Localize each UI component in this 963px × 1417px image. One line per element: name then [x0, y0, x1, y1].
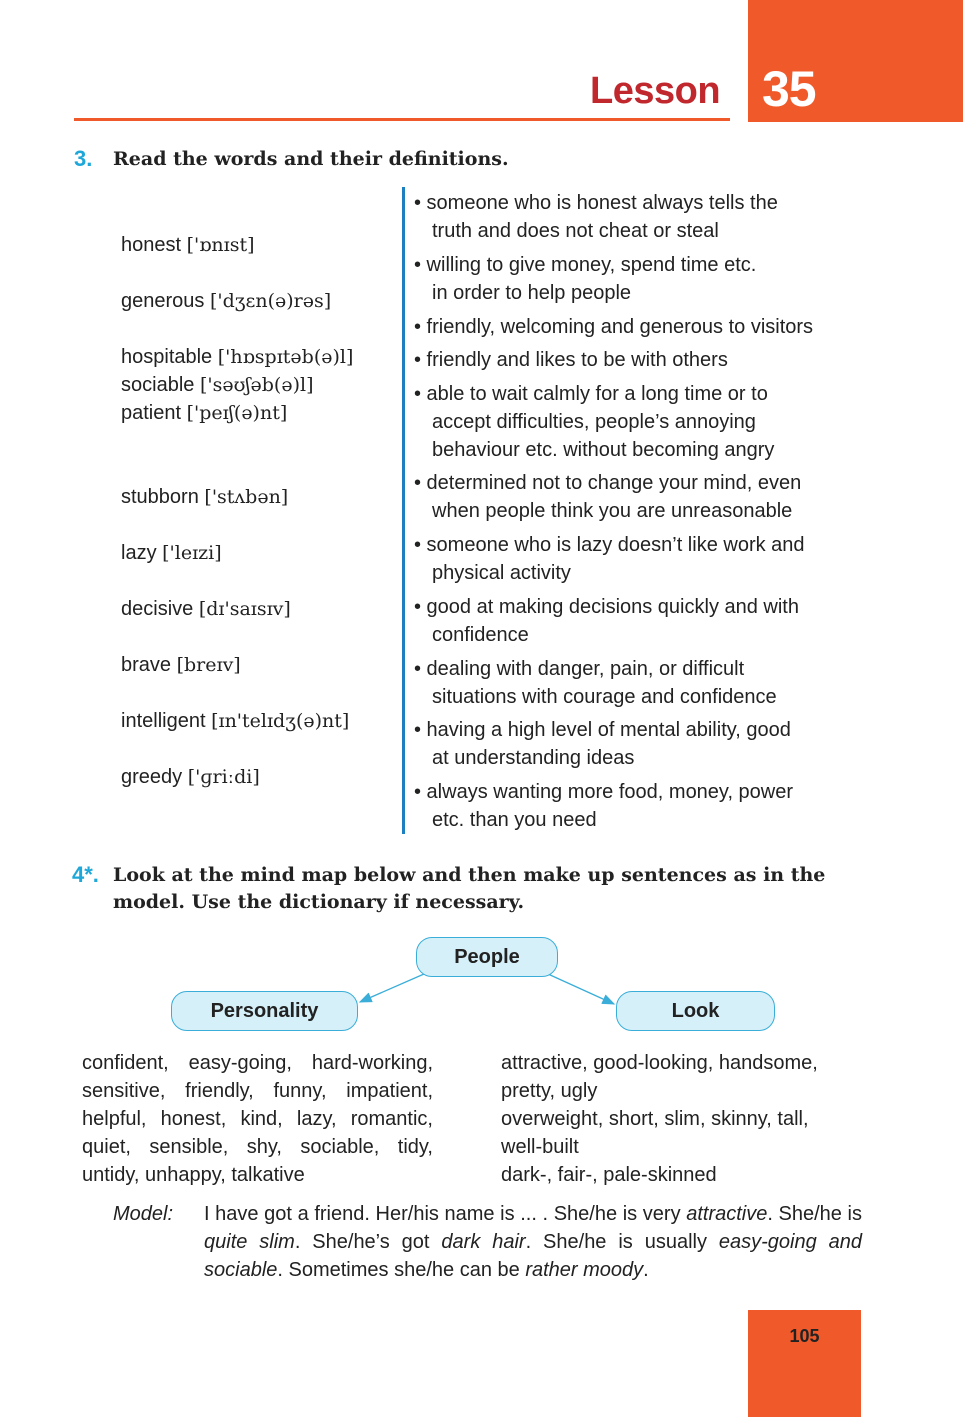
- arrow-to-personality: [360, 974, 424, 1002]
- definition: • always wanting more food, money, power etc. than you need: [414, 781, 794, 831]
- personality-words: confident, easy-going, hard-working, sensitive, friendly, funny, impatient, helpful, honest, kind, lazy, romantic, quiet, sensible, shy, sociable, tidy, untidy, unhappy, talkative: [82, 1052, 433, 1186]
- look-words: attractive, good-looking, handsome, pretty, ugly overweight, short, slim, skinny, tall, well-built dark-, fair-, pale-skinned: [501, 1052, 818, 1186]
- mindmap-node-look: Look: [616, 991, 775, 1031]
- exercise-4-number: 4*.: [72, 862, 99, 887]
- arrow-to-look: [548, 974, 614, 1004]
- definition: • willing to give money, spend time etc. in order to help people: [414, 254, 757, 304]
- definition: • having a high level of mental ability, good at understanding ideas: [414, 719, 791, 769]
- model-text: I have got a friend. Her/his name is ... . She/he is very attractive. She/he is quite slim. She/he’s got dark hair. She/he is usually easy-going and sociable. Sometimes she/he can be rather moody.: [204, 1203, 862, 1281]
- definition: • good at making decisions quickly and with confidence: [414, 596, 799, 646]
- page-number: 105: [789, 1326, 820, 1346]
- word-entry: lazy ['leɪzi]: [121, 542, 222, 564]
- definition: • determined not to change your mind, even when people think you are unreasonable: [414, 472, 802, 522]
- definition: • someone who is lazy doesn’t like work and physical activity: [414, 534, 805, 584]
- definition: • dealing with danger, pain, or difficult situations with courage and confidence: [414, 658, 777, 708]
- definition: • able to wait calmly for a long time or to accept difficulties, people’s annoying behaviour etc. without becoming angry: [414, 383, 775, 461]
- word-entry: generous ['dʒɛn(ə)rəs]: [121, 290, 332, 312]
- definition: • friendly and likes to be with others: [414, 349, 728, 371]
- definition: • friendly, welcoming and generous to visitors: [414, 316, 814, 338]
- word-entry: greedy ['ɡriːdi]: [121, 766, 260, 788]
- lesson-title: Lesson: [590, 70, 721, 112]
- model-label: Model:: [113, 1203, 174, 1225]
- word-entry: stubborn ['stʌbən]: [121, 486, 289, 508]
- mindmap-node-people: People: [416, 937, 558, 977]
- mindmap-node-personality: Personality: [171, 991, 358, 1031]
- lesson-number: 35: [762, 61, 816, 117]
- word-entry: hospitable ['hɒspɪtəb(ə)l]: [121, 346, 354, 368]
- exercise-4-instruction: Look at the mind map below and then make up sentences as in the model. Use the dictionary if necessary.: [113, 864, 826, 913]
- word-entry: decisive [dɪ'saɪsɪv]: [121, 598, 291, 620]
- word-entry: intelligent [ɪn'telɪdʒ(ə)nt]: [121, 710, 350, 732]
- word-entry: honest ['ɒnɪst]: [121, 234, 255, 256]
- word-entry: brave [breɪv]: [121, 654, 241, 676]
- word-entry: sociable ['səʊʃəb(ə)l]: [121, 374, 314, 396]
- word-entry: patient ['peɪʃ(ə)nt]: [121, 402, 288, 424]
- exercise-3-instruction: Read the words and their definitions.: [113, 148, 509, 170]
- definition: • someone who is honest always tells the truth and does not cheat or steal: [414, 192, 778, 242]
- exercise-3-number: 3.: [74, 146, 93, 171]
